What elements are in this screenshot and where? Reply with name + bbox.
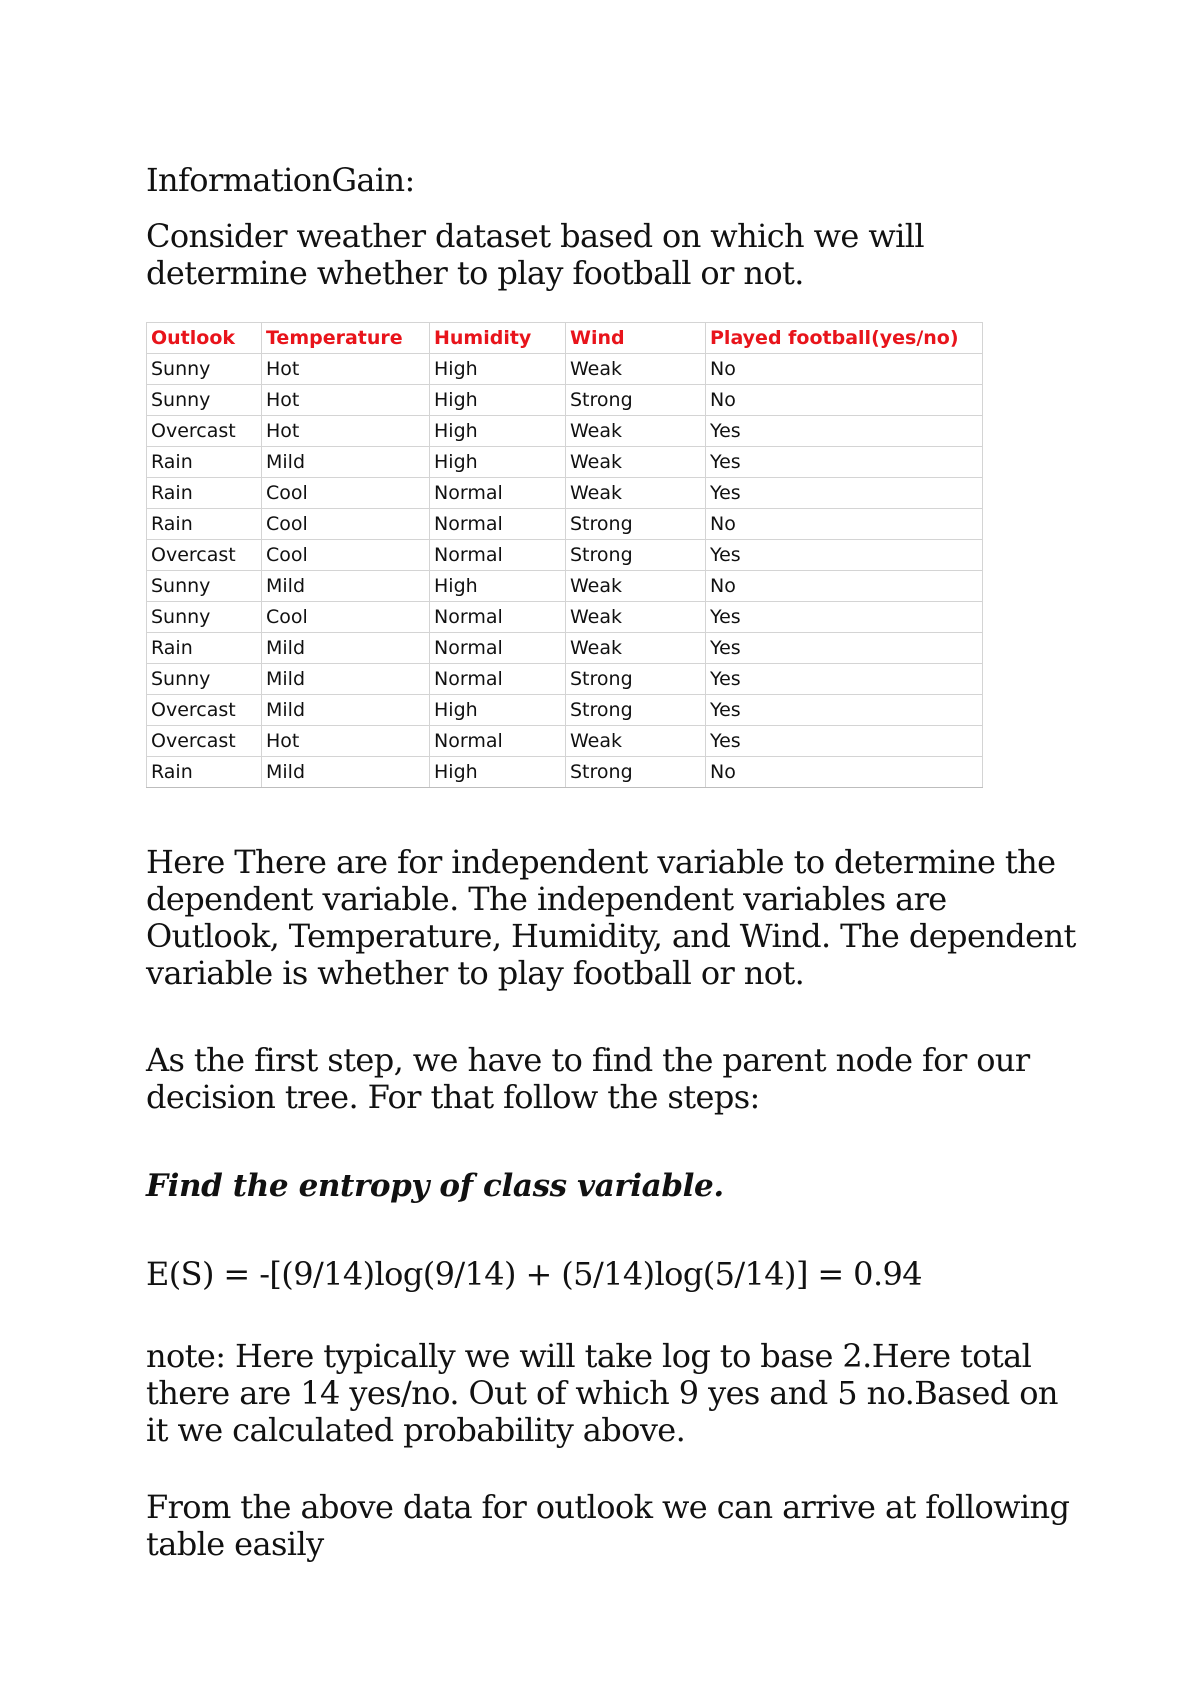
cell-humidity: High	[430, 354, 566, 385]
table-row	[147, 416, 983, 447]
cell-played-football: Yes	[706, 478, 983, 509]
cell-wind: Strong	[566, 509, 706, 540]
cell-played-football: Yes	[706, 726, 983, 757]
table-row	[147, 540, 983, 571]
cell-humidity: Normal	[430, 509, 566, 540]
cell-temperature: Cool	[262, 478, 430, 509]
document-page	[146, 160, 1076, 1563]
column-header-humidity: Humidity	[430, 323, 566, 354]
cell-outlook: Sunny	[147, 385, 262, 416]
cell-temperature: Cool	[262, 509, 430, 540]
cell-wind: Strong	[566, 695, 706, 726]
cell-wind: Strong	[566, 757, 706, 788]
cell-outlook: Rain	[147, 447, 262, 478]
table-row	[147, 385, 983, 416]
cell-temperature: Hot	[262, 385, 430, 416]
variables-paragraph: Here There are for independent variable to determine the dependent variable. The independent variables are Outlook, Temperature, Humidity, and Wind. The dependent variable is whether to play football or not.	[146, 843, 1076, 992]
cell-played-football: No	[706, 385, 983, 416]
cell-humidity: Normal	[430, 726, 566, 757]
cell-temperature: Mild	[262, 695, 430, 726]
cell-wind: Strong	[566, 540, 706, 571]
cell-outlook: Overcast	[147, 416, 262, 447]
column-header-outlook: Outlook	[147, 323, 262, 354]
cell-temperature: Mild	[262, 757, 430, 788]
cell-outlook: Overcast	[147, 540, 262, 571]
entropy-heading: Find the entropy of class variable.	[146, 1168, 724, 1204]
table-row	[147, 354, 983, 385]
cell-outlook: Sunny	[147, 354, 262, 385]
cell-humidity: High	[430, 695, 566, 726]
column-header-temperature: Temperature	[262, 323, 430, 354]
cell-wind: Strong	[566, 385, 706, 416]
cell-outlook: Sunny	[147, 664, 262, 695]
cell-outlook: Rain	[147, 757, 262, 788]
cell-temperature: Hot	[262, 726, 430, 757]
cell-wind: Weak	[566, 726, 706, 757]
cell-wind: Weak	[566, 633, 706, 664]
cell-temperature: Mild	[262, 664, 430, 695]
cell-humidity: Normal	[430, 664, 566, 695]
column-header-wind: Wind	[566, 323, 706, 354]
first-step-paragraph: As the first step, we have to find the parent node for our decision tree. For that follow the steps:	[146, 1041, 1030, 1116]
final-paragraph: From the above data for outlook we can arrive at following table easily	[146, 1488, 1070, 1563]
cell-outlook: Overcast	[147, 695, 262, 726]
cell-humidity: Normal	[430, 602, 566, 633]
cell-outlook: Overcast	[147, 726, 262, 757]
cell-humidity: Normal	[430, 540, 566, 571]
cell-temperature: Mild	[262, 571, 430, 602]
cell-wind: Weak	[566, 416, 706, 447]
cell-humidity: High	[430, 416, 566, 447]
cell-wind: Weak	[566, 447, 706, 478]
cell-humidity: High	[430, 757, 566, 788]
cell-played-football: No	[706, 757, 983, 788]
cell-played-football: Yes	[706, 602, 983, 633]
cell-temperature: Hot	[262, 354, 430, 385]
table-row	[147, 633, 983, 664]
cell-outlook: Sunny	[147, 571, 262, 602]
cell-played-football: No	[706, 354, 983, 385]
note-paragraph: note: Here typically we will take log to base 2.Here total there are 14 yes/no. Out of which 9 yes and 5 no.Based on it we calculated probability above.	[146, 1337, 1058, 1449]
cell-humidity: Normal	[430, 478, 566, 509]
cell-played-football: Yes	[706, 664, 983, 695]
table-row	[147, 757, 983, 788]
table-row	[147, 478, 983, 509]
entropy-formula: E(S) = -[(9/14)log(9/14) + (5/14)log(5/14)] = 0.94	[146, 1255, 923, 1293]
cell-outlook: Sunny	[147, 602, 262, 633]
cell-wind: Weak	[566, 602, 706, 633]
cell-played-football: No	[706, 509, 983, 540]
column-header-played-football: Played football(yes/no)	[706, 323, 983, 354]
cell-temperature: Cool	[262, 602, 430, 633]
cell-temperature: Mild	[262, 447, 430, 478]
cell-temperature: Cool	[262, 540, 430, 571]
cell-played-football: Yes	[706, 695, 983, 726]
cell-humidity: High	[430, 571, 566, 602]
cell-played-football: No	[706, 571, 983, 602]
cell-humidity: High	[430, 447, 566, 478]
cell-temperature: Hot	[262, 416, 430, 447]
cell-wind: Weak	[566, 478, 706, 509]
table-row	[147, 664, 983, 695]
table-body	[147, 354, 983, 788]
table-header-row	[147, 323, 983, 354]
cell-outlook: Rain	[147, 633, 262, 664]
table-row	[147, 509, 983, 540]
cell-wind: Weak	[566, 571, 706, 602]
intro-paragraph: Consider weather dataset based on which we will determine whether to play football or not.	[146, 217, 925, 292]
cell-humidity: High	[430, 385, 566, 416]
cell-wind: Weak	[566, 354, 706, 385]
table-row	[147, 726, 983, 757]
table-row	[147, 447, 983, 478]
weather-dataset-table-wrap	[146, 322, 982, 788]
cell-temperature: Mild	[262, 633, 430, 664]
table-row	[147, 695, 983, 726]
cell-outlook: Rain	[147, 478, 262, 509]
cell-played-football: Yes	[706, 447, 983, 478]
document-title: InformationGain:	[146, 161, 415, 199]
cell-wind: Strong	[566, 664, 706, 695]
cell-played-football: Yes	[706, 540, 983, 571]
cell-humidity: Normal	[430, 633, 566, 664]
cell-played-football: Yes	[706, 633, 983, 664]
table-row	[147, 571, 983, 602]
table-row	[147, 602, 983, 633]
cell-played-football: Yes	[706, 416, 983, 447]
cell-outlook: Rain	[147, 509, 262, 540]
weather-dataset-table	[146, 322, 983, 788]
